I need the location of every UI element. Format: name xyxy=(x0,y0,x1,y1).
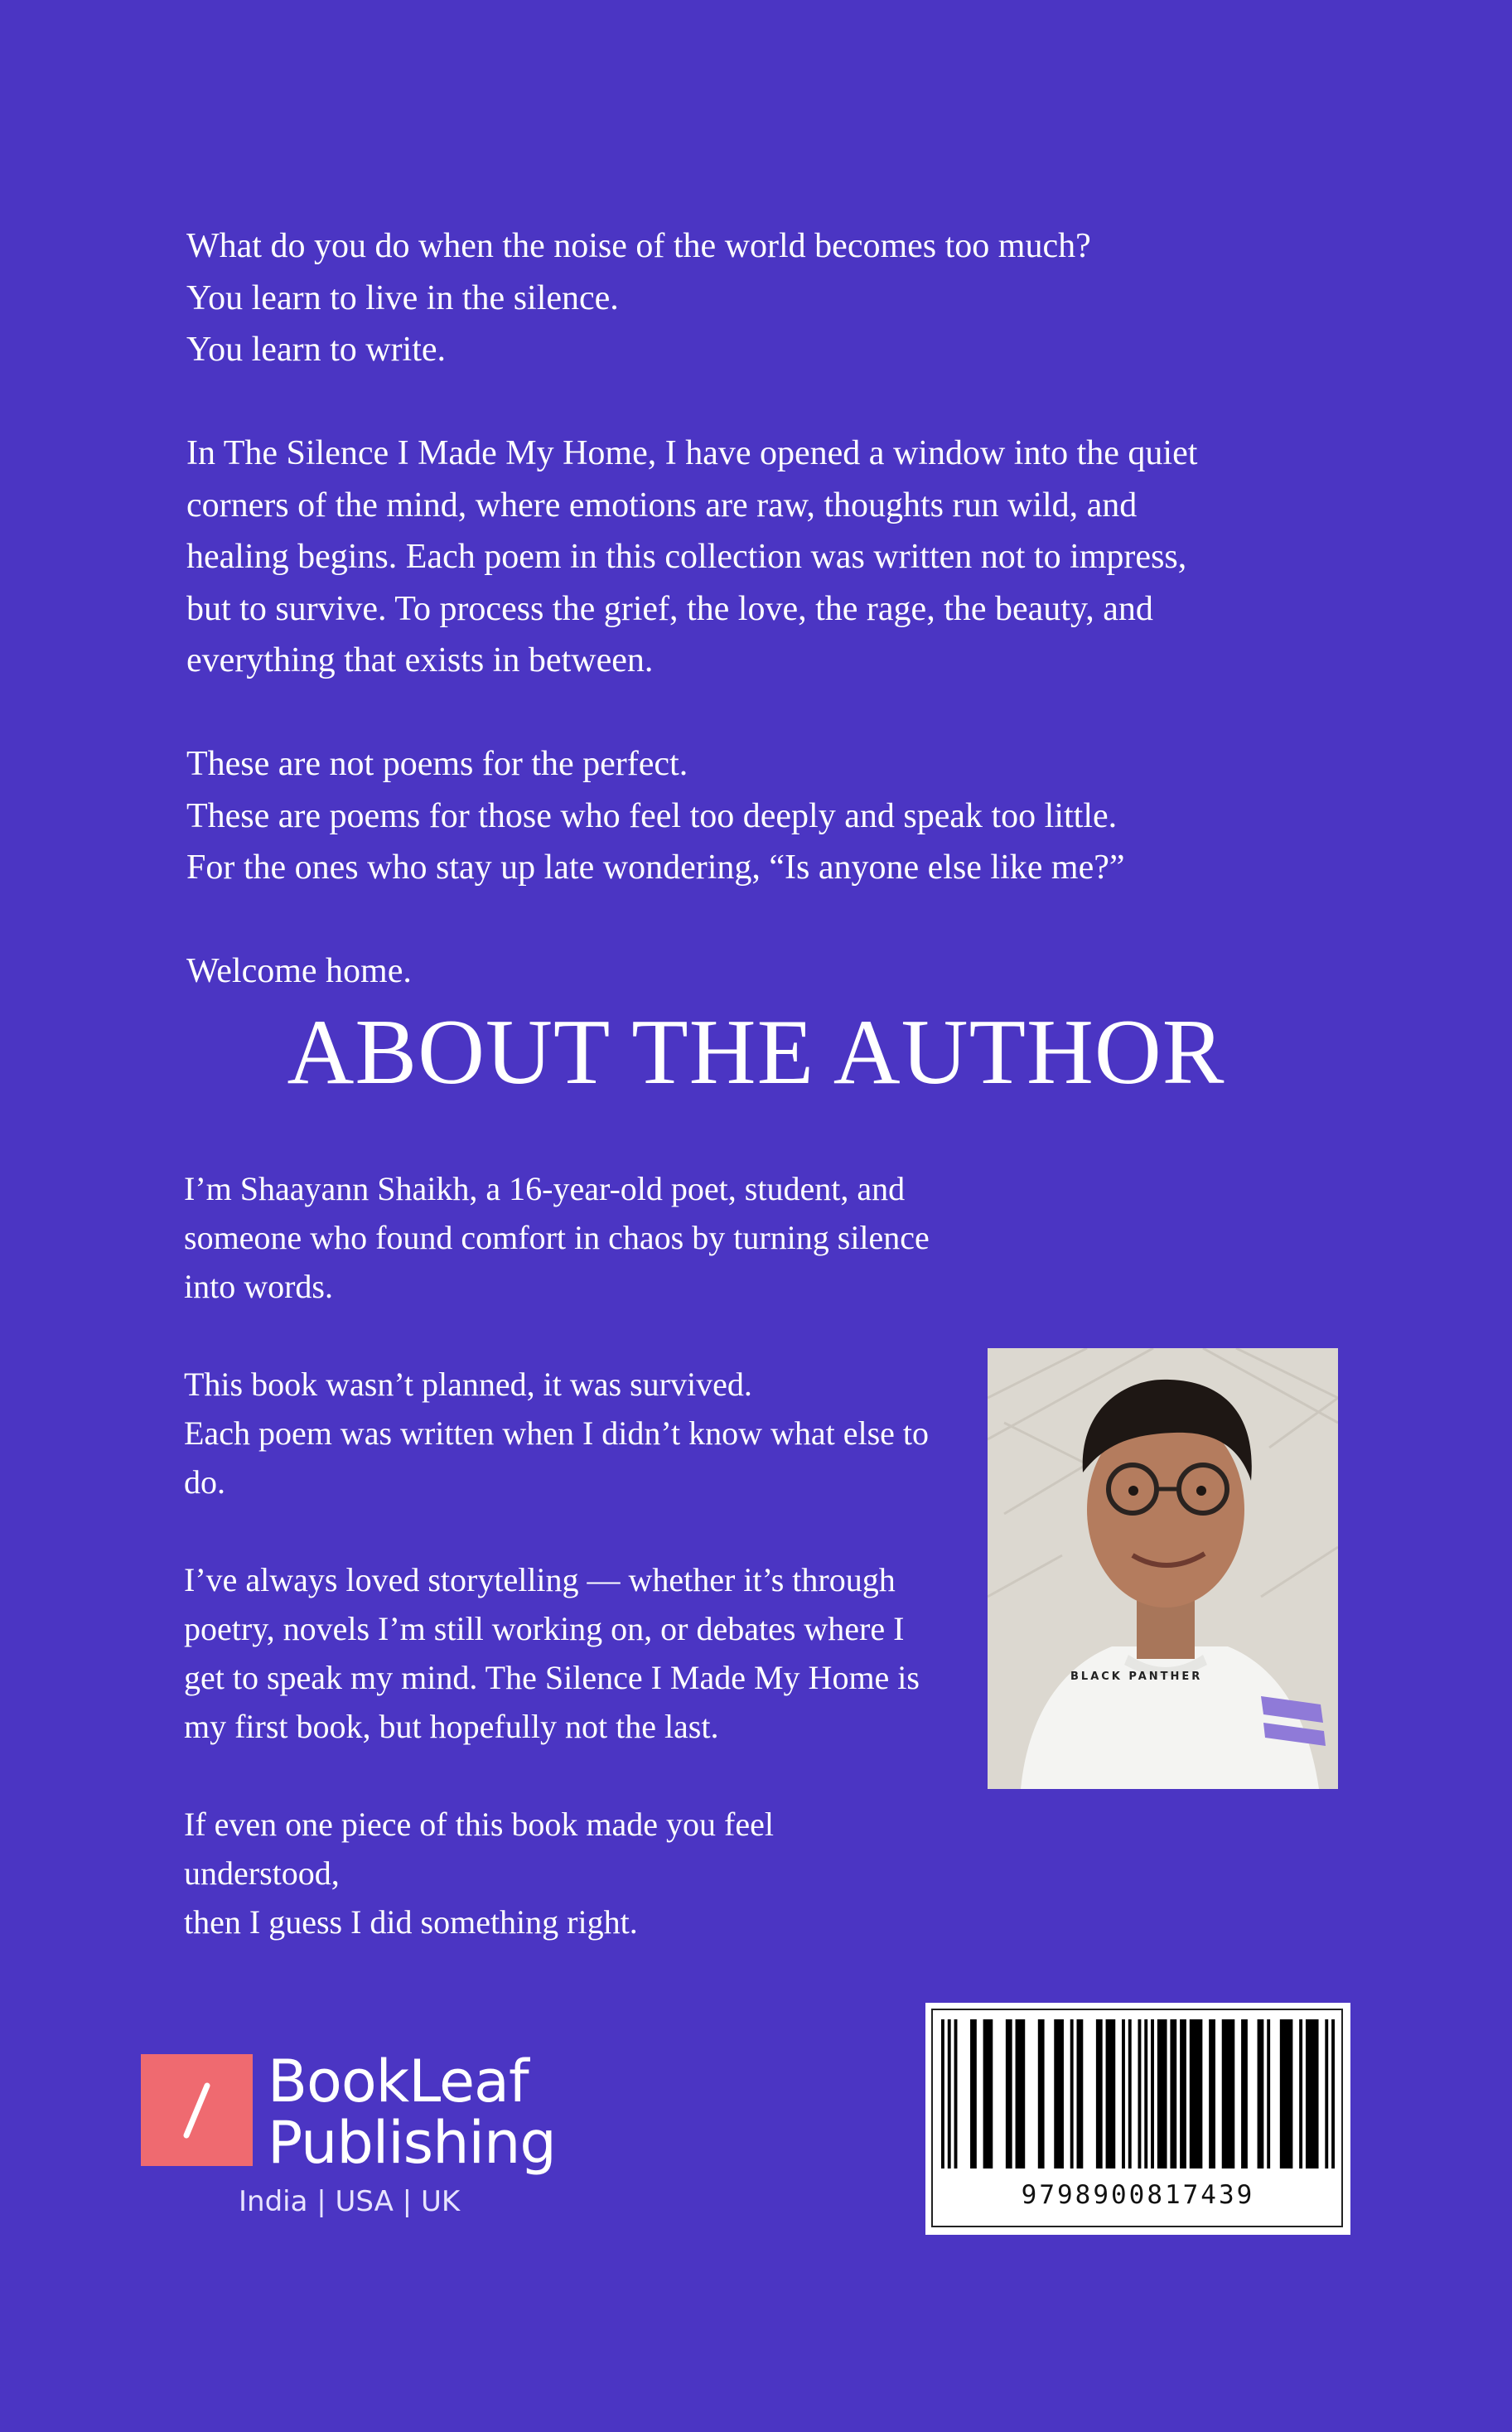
blurb-line: everything that exists in between. xyxy=(186,641,654,679)
barcode-bar xyxy=(1267,2019,1270,2168)
barcode-bar xyxy=(1077,2019,1084,2168)
author-photo xyxy=(988,1348,1338,1789)
blurb-line: These are not poems for the perfect. xyxy=(186,745,688,783)
barcode-bar xyxy=(1325,2019,1328,2168)
bio-line: understood, xyxy=(184,1854,340,1892)
blurb-line: For the ones who stay up late wondering, “Is anyone else like me?” xyxy=(186,849,1125,887)
about-author-heading: ABOUT THE AUTHOR xyxy=(287,1001,1225,1104)
bio-line: I’m Shaayann Shaikh, a 16-year-old poet, student, and xyxy=(184,1170,906,1207)
blurb-line: healing begins. Each poem in this collection was written not to impress, xyxy=(186,538,1187,576)
blurb-line: What do you do when the noise of the world becomes too much? xyxy=(186,227,1091,265)
barcode-bar xyxy=(1258,2019,1264,2168)
publisher-name-line2: Publishing xyxy=(268,2109,556,2177)
blurb-paragraph-1 xyxy=(186,220,1379,376)
barcode-bar xyxy=(1038,2019,1045,2168)
barcode-bar xyxy=(1157,2019,1167,2168)
publisher-regions: India | USA | UK xyxy=(239,2185,461,2218)
bio-line: someone who found comfort in chaos by turning silence xyxy=(184,1219,930,1256)
blurb-line: but to survive. To process the grief, the love, the rage, the beauty, and xyxy=(186,589,1153,628)
barcode-bars xyxy=(941,2019,1335,2168)
blurb-line: These are poems for those who feel too deeply and speak too little. xyxy=(186,796,1118,835)
barcode-bar xyxy=(1128,2019,1132,2168)
bio-line: then I guess I did something right. xyxy=(184,1903,638,1941)
shirt-print: BLACK PANTHER xyxy=(1070,1670,1203,1683)
bio-line: If even one piece of this book made you feel xyxy=(184,1806,774,1843)
bio-paragraph-4 xyxy=(184,1800,996,1946)
bio-line: into words. xyxy=(184,1268,333,1305)
bio-line: get to speak my mind. The Silence I Made My Home is xyxy=(184,1659,920,1696)
barcode-bar xyxy=(1106,2019,1116,2168)
barcode-bar xyxy=(1170,2019,1176,2168)
publisher-name-line1: BookLeaf xyxy=(268,2048,529,2115)
barcode-bar xyxy=(941,2019,944,2168)
bio-line: do. xyxy=(184,1463,225,1501)
barcode-bar xyxy=(1306,2019,1319,2168)
bio-line: I’ve always loved storytelling — whether it’s through xyxy=(184,1561,896,1598)
barcode-bar xyxy=(1016,2019,1026,2168)
barcode-bar xyxy=(1299,2019,1302,2168)
barcode-bar xyxy=(1054,2019,1064,2168)
publisher-name xyxy=(268,2048,556,2177)
bio-paragraph-2 xyxy=(184,1360,996,1506)
blurb-paragraph-4 xyxy=(186,945,1379,998)
blurb-paragraph-3 xyxy=(186,738,1379,894)
bio-line: Each poem was written when I didn’t know what else to xyxy=(184,1414,930,1452)
author-portrait-illustration xyxy=(988,1348,1338,1789)
barcode-bar xyxy=(1151,2019,1154,2168)
barcode-bar xyxy=(1331,2019,1335,2168)
barcode-bar xyxy=(1006,2019,1012,2168)
barcode-bar xyxy=(1070,2019,1074,2168)
barcode-bar xyxy=(948,2019,951,2168)
blurb-paragraph-2 xyxy=(186,428,1379,687)
barcode-bar xyxy=(1180,2019,1186,2168)
blurb-line: You learn to live in the silence. xyxy=(186,278,619,317)
barcode-bar xyxy=(1096,2019,1103,2168)
barcode-bar xyxy=(1138,2019,1142,2168)
barcode-bar xyxy=(954,2019,958,2168)
isbn-number: 9798900817439 xyxy=(1021,2180,1255,2210)
blurb-line: corners of the mind, where emotions are raw, thoughts run wild, and xyxy=(186,486,1138,525)
barcode-bar xyxy=(1241,2019,1248,2168)
blurb-line: In The Silence I Made My Home, I have opened a window into the quiet xyxy=(186,434,1198,472)
barcode-bar xyxy=(1144,2019,1147,2168)
barcode-bar xyxy=(1190,2019,1203,2168)
author-bio xyxy=(184,1164,996,1995)
barcode-bar xyxy=(1222,2019,1235,2168)
barcode-bar xyxy=(1122,2019,1125,2168)
bio-paragraph-3 xyxy=(184,1555,996,1751)
barcode-bar xyxy=(970,2019,977,2168)
blurb-line: You learn to write. xyxy=(186,331,447,369)
bio-paragraph-1 xyxy=(184,1164,996,1311)
bio-line: my first book, but hopefully not the last. xyxy=(184,1708,719,1745)
isbn-barcode xyxy=(925,2003,1350,2235)
bio-line: This book wasn’t planned, it was survived. xyxy=(184,1366,752,1403)
bio-line: poetry, novels I’m still working on, or debates where I xyxy=(184,1610,905,1647)
barcode-bar xyxy=(983,2019,993,2168)
barcode-bar xyxy=(1280,2019,1293,2168)
publisher-mark-icon xyxy=(141,2054,253,2166)
blurb-line: Welcome home. xyxy=(186,952,412,990)
blurb xyxy=(186,220,1379,1049)
barcode-bar xyxy=(1209,2019,1215,2168)
